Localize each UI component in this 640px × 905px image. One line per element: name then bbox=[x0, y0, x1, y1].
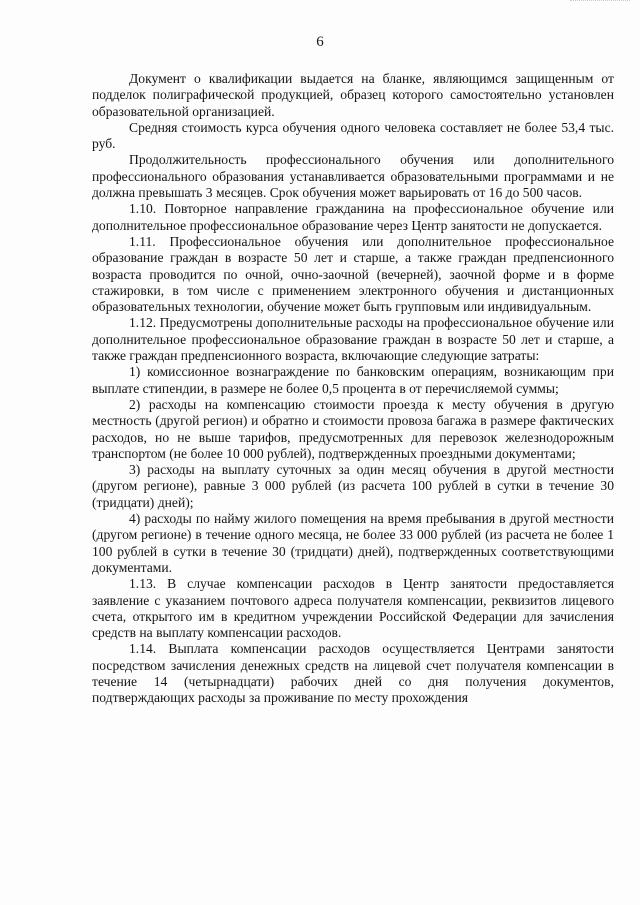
paragraph-average-cost: Средняя стоимость курса обучения одного человека составляет не более 53,4 тыс. руб. bbox=[92, 119, 614, 152]
paragraph-qualification-document: Документ о квалификации выдается на бланке, являющимся защищенным от подделок полиграфической продукцией, образец которого самостоятельно установлен образовательной организацией. bbox=[92, 71, 614, 119]
paragraph-item-3: 3) расходы на выплату суточных за один месяц обучения в другой местности (другом регионе), равные 3 000 рублей (из расчета 100 рублей в сутки в течение 30 (тридцати) дней); bbox=[92, 462, 614, 510]
document-body bbox=[92, 71, 614, 707]
paragraph-1-11: 1.11. Профессиональное обучения или дополнительное профессиональное образование граждан в возрасте 50 лет и старше, а также граждан предпенсионного возраста проводится по очной, очно-заочной (вечерней), заочной форме и в форме стажировки, в том числе с применением электронного обучения и дистанционных образовательных технологии, обучение может быть групповым или индивидуальным. bbox=[92, 233, 614, 315]
scan-edge-marks bbox=[570, 0, 630, 4]
paragraph-1-14: 1.14. Выплата компенсации расходов осуществляется Центрами занятости посредством зачисления денежных средств на лицевой счет получателя компенсации в течение 14 (четырнадцати) рабочих дней со дня получения документов, подтверждающих расходы за проживание по месту прохождения bbox=[92, 641, 614, 706]
paragraph-item-2: 2) расходы на компенсацию стоимости проезда к месту обучения в другую местность (другой регион) и обратно и стоимости провоза багажа в размере фактических расходов, но не выше тарифов, предусмотренных для перевозок железнодорожным транспортом (не более 10 000 рублей), подтвержденных проездными документами; bbox=[92, 396, 614, 461]
paragraph-1-12: 1.12. Предусмотрены дополнительные расходы на профессиональное обучение или дополнительное профессиональное образование граждан в возрасте 50 лет и старше, а также граждан предпенсионного возраста, включающие следующие затраты: bbox=[92, 315, 614, 364]
paragraph-item-4: 4) расходы по найму жилого помещения на время пребывания в другой местности (другом регионе) в течение одного месяца, не более 33 000 рублей (из расчета не более 1 100 рублей в сутки в течение 30 (тридцати) дней), подтвержденных соответствующими документами. bbox=[92, 511, 614, 575]
paragraph-item-1: 1) комиссионное вознаграждение по банковским операциям, возникающим при выплате стипендии, в размере не более 0,5 процента в от перечисляемой суммы; bbox=[92, 364, 614, 396]
page-number: 6 bbox=[316, 34, 324, 50]
paragraph-1-10: 1.10. Повторное направление гражданина на профессиональное обучение или дополнительное профессиональное образование через Центр занятости не допускается. bbox=[92, 201, 614, 233]
paragraph-training-duration: Продолжительность профессионального обучения или дополнительного профессионального образования устанавливается образовательными программами и не должна превышать 3 месяцев. Срок обучения может варьировать от 16 до 500 часов. bbox=[92, 152, 614, 201]
paragraph-1-13: 1.13. В случае компенсации расходов в Центр занятости предоставляется заявление с указанием почтового адреса получателя компенсации, реквизитов лицевого счета, открытого им в кредитном учреждении Российской Федерации для зачисления средств на выплату компенсации расходов. bbox=[92, 576, 614, 641]
